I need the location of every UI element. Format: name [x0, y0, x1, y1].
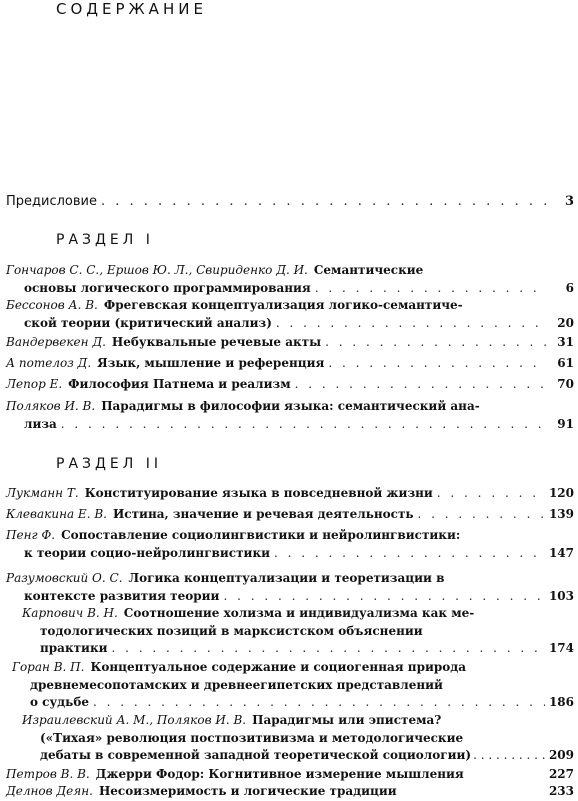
entry-author: Гончаров С. С., Ершов Ю. Л., Свириденко Д. И.: [6, 263, 308, 277]
entry-title-line: Несоизмеримость и логические традиции: [98, 784, 397, 798]
toc-entry-karpovich[interactable]: [22, 605, 574, 658]
entry-title-line: дебаты в современной западной теоретической социологии): [40, 748, 472, 762]
entry-title-line: тодологических позиций в марксистском объяснении: [40, 623, 423, 638]
leader-dots: [473, 747, 547, 765]
entry-page: 61: [557, 356, 574, 370]
leader-dots: [418, 506, 545, 524]
toc-entry-polyakov[interactable]: [6, 398, 574, 433]
entry-title-line: Философия Патнема и реализм: [68, 377, 291, 391]
entry-title-line: («Тихая» революция постпозитивизма и методологические: [40, 730, 464, 745]
entry-page: 91: [557, 416, 574, 431]
toc-entry-vanderveken[interactable]: [6, 334, 574, 352]
entry-title-line: Небуквальные речевые акты: [111, 335, 322, 349]
entry-title-line: о судьбе: [30, 695, 89, 709]
entry-title-line: Семантические: [313, 263, 424, 277]
leader-dots: [315, 280, 546, 298]
entry-title-line: Парадигмы в философии языка: семантический ана-: [101, 399, 480, 413]
entry-page: 20: [557, 315, 574, 330]
toc-entry-razumovsky[interactable]: [6, 570, 574, 605]
entry-author: Поляков И. В.: [6, 399, 96, 413]
entry-title-line: Джерри Фодор: Когнитивное измерение мышления: [95, 767, 464, 781]
toc-entry-lepor[interactable]: [6, 376, 574, 394]
toc-entry-peng[interactable]: [6, 527, 574, 562]
leader-dots: [295, 376, 546, 394]
section-1-heading: РАЗДЕЛ I: [56, 232, 154, 248]
preface-label: Предисловие: [6, 194, 97, 209]
entry-author: Клевакина Е. В.: [6, 507, 107, 521]
entry-author: Горан В. П.: [12, 660, 85, 674]
section-2-heading: РАЗДЕЛ II: [56, 456, 163, 472]
entry-author: Лукманн Т.: [6, 486, 79, 500]
entry-title-line: Истина, значение и речевая деятельность: [112, 507, 414, 521]
entry-page: 227: [548, 767, 574, 781]
leader-dots: [93, 694, 545, 712]
entry-page: 209: [548, 748, 574, 762]
preface-page: 3: [564, 194, 574, 209]
entry-title-line: Соотношение холизма и индивидуализма как ме-: [123, 606, 475, 620]
entry-page: 233: [548, 784, 574, 798]
toc-entry-apoteloz[interactable]: [6, 355, 574, 373]
toc-entry-bessonov[interactable]: [6, 297, 574, 332]
entry-title-line: Фрегевская концептуализация логико-семантиче-: [103, 298, 463, 312]
entry-author: Разумовский О. С.: [6, 571, 123, 585]
entry-page: 174: [548, 641, 574, 655]
entry-author: Петров В. В.: [6, 767, 90, 781]
entry-title-line: Концептуальное содержание и социогенная природа: [90, 660, 467, 674]
entry-page: 120: [548, 486, 574, 500]
entry-author: Пенг Ф.: [6, 528, 56, 542]
entry-author: Бессонов А. В.: [6, 298, 98, 312]
leader-dots: [437, 485, 545, 503]
entry-author: А потелоз Д.: [6, 356, 92, 370]
entry-title-line: Парадигмы или эпистема?: [252, 713, 442, 727]
toc-entry-klevakina[interactable]: [6, 506, 574, 524]
entry-title-line: Сопоставление социолингвистики и нейролингвистики:: [61, 528, 461, 542]
entry-title-line: Язык, мышление и референция: [97, 356, 325, 370]
entry-page: 70: [557, 377, 574, 391]
leader-dots: [274, 545, 545, 563]
entry-title-line: лиза: [24, 416, 57, 431]
entry-author: Карпович В. Н.: [22, 606, 118, 620]
leader-dots: [101, 194, 546, 209]
leader-dots: [325, 334, 546, 352]
preface-entry[interactable]: [6, 194, 574, 209]
toc-entry-goncharov[interactable]: [6, 262, 574, 297]
entry-page: 186: [548, 695, 574, 709]
toc-entry-izrailevsky[interactable]: [22, 712, 574, 765]
page-title: СОДЕРЖАНИЕ: [56, 0, 207, 18]
entry-title-line: к теории социо-нейролингвистики: [24, 545, 271, 560]
toc-entry-goran[interactable]: [12, 659, 574, 712]
leader-dots: [223, 588, 544, 606]
leader-dots: [61, 416, 546, 434]
leader-dots: [328, 355, 546, 373]
entry-page: 139: [548, 507, 574, 521]
entry-author: Израилевский А. М., Поляков И. В.: [22, 713, 247, 727]
entry-page: 31: [557, 335, 574, 349]
toc-entry-petrov[interactable]: [6, 766, 574, 784]
leader-dots: [276, 315, 546, 333]
entry-title-line: основы логического программирования: [24, 280, 311, 295]
toc-entry-lukmann[interactable]: [6, 485, 574, 503]
leader-dots: [112, 640, 545, 658]
toc-entry-delnov[interactable]: [6, 783, 574, 801]
entry-page: 6: [565, 280, 574, 295]
entry-page: 103: [548, 588, 574, 603]
entry-page: 147: [548, 545, 574, 560]
entry-author: Вандервекен Д.: [6, 335, 106, 349]
entry-title-line: Логика концептуализации и теоретизации в: [128, 571, 445, 585]
entry-title-line: практики: [40, 641, 108, 655]
entry-title-line: Конституирование языка в повседневной жизни: [84, 486, 433, 500]
entry-title-line: контексте развития теории: [24, 588, 220, 603]
entry-author: Делнов Деян.: [6, 784, 93, 798]
entry-author: Лепор Е.: [6, 377, 63, 391]
entry-title-line: ской теории (критический анализ): [24, 315, 272, 330]
entry-title-line: древнемесопотамских и древнеегипетских представлений: [30, 677, 443, 692]
